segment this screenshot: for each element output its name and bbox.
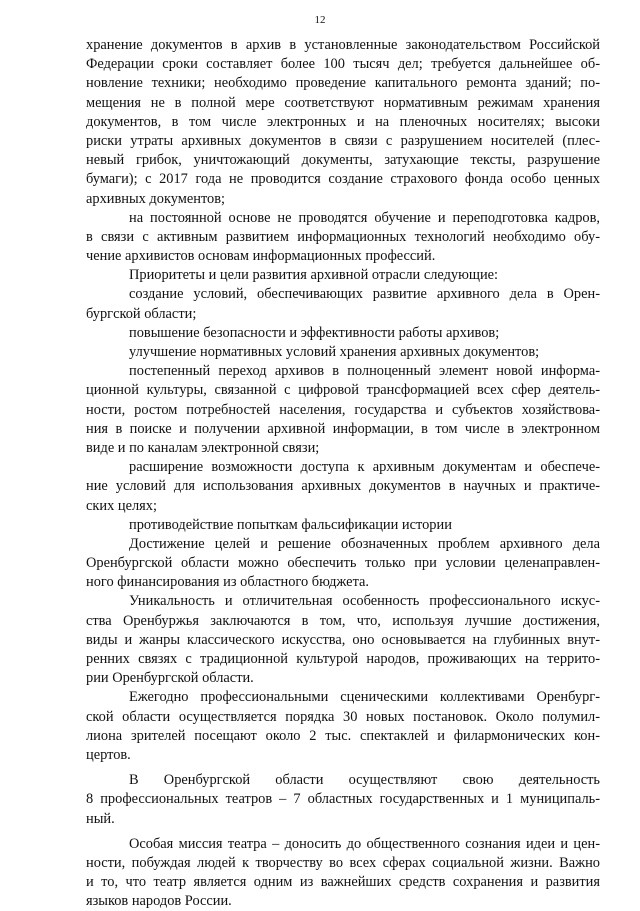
paragraph <box>86 688 600 765</box>
text-line: риски утраты архивных документов в связи с разрушением носителей (плес- <box>86 132 600 149</box>
text-line: новление техники; необходимо проведение капитального ремонта зданий; по- <box>86 75 600 92</box>
text-line: в связи с активным развитием информационных технологий необходимо обу- <box>86 228 600 245</box>
paragraph <box>86 285 600 323</box>
text-line: ских целях; <box>86 497 157 514</box>
text-line: расширение возможности доступа к архивным документам и обеспече- <box>129 459 600 476</box>
text-line: ности, побуждая людей к творчеству во всех сферах социальной жизни. Важно <box>86 854 600 871</box>
paragraph <box>86 266 600 285</box>
document-body <box>86 36 600 911</box>
text-line: ционной культуры, связанной с цифровой трансформацией всех сфер деятель- <box>86 382 600 399</box>
text-line: постепенный переход архивов в полноценный элемент новой информа- <box>129 363 600 380</box>
text-line: и то, что театр является одним из важнейших средств сохранения и развития <box>86 874 600 891</box>
text-line: виды и жанры классического искусства, оно основывается на глубинных внут- <box>86 631 600 648</box>
text-line: Уникальность и отличительная особенность профессионального искус- <box>129 593 600 610</box>
paragraph <box>86 209 600 267</box>
text-line: чение архивистов основам информационных профессий. <box>86 248 436 265</box>
text-line: Ежегодно профессиональными сценическими коллективами Оренбург- <box>129 689 600 706</box>
text-line: ный. <box>86 810 115 827</box>
text-line: В Оренбургской области осуществляют свою деятельность <box>129 772 600 789</box>
text-line: повышение безопасности и эффективности работы архивов; <box>129 324 500 341</box>
text-line: ния в поиске и получении архивной информации, в том числе в электронном <box>86 420 600 437</box>
paragraph <box>86 516 600 535</box>
text-line: виде и по каналам электронной связи; <box>86 439 320 456</box>
text-line: ства Оренбуржья заключаются в том, что, используя лучшие достижения, <box>86 612 600 629</box>
text-line: Федерации сроки составляет более 100 тысяч дел; требуется дальнейшее об- <box>86 56 600 73</box>
text-line: архивных документов; <box>86 190 226 207</box>
text-line: Оренбургской области можно обеспечить только при условии целенаправлен- <box>86 555 600 572</box>
text-line: невый грибок, уничтожающий документы, затухающие тексты, разрушение <box>86 152 600 169</box>
page-number: 12 <box>314 14 326 26</box>
paragraph <box>86 458 600 516</box>
text-line: ного финансирования из областного бюджета. <box>86 574 370 591</box>
paragraph <box>86 36 600 209</box>
text-line: бумаги); с 2017 года не проводится создание страхового фонда особо ценных <box>86 171 600 188</box>
paragraph <box>86 771 600 829</box>
text-line: на постоянной основе не проводятся обучение и переподготовка кадров, <box>129 209 600 226</box>
text-line: языков народов России. <box>86 893 232 910</box>
text-line: ренних связях с традиционной культурой народов, проживающих на террито- <box>86 651 600 667</box>
text-line: бургской области; <box>86 305 197 322</box>
text-line: цертов. <box>86 746 131 763</box>
text-line: мещения не в полной мере соответствуют нормативным режимам хранения <box>86 94 600 111</box>
text-line: создание условий, обеспечивающих развитие архивного дела в Орен- <box>129 286 600 303</box>
text-line: Достижение целей и решение обозначенных проблем архивного дела <box>129 535 600 552</box>
paragraph <box>86 362 600 458</box>
text-line: лиона зрителей посещают около 2 тыс. спектаклей и филармонических кон- <box>86 727 600 744</box>
text-line: ской области осуществляется порядка 30 новых постановок. Около полумил- <box>86 708 600 725</box>
paragraph <box>86 592 600 688</box>
text-line: улучшение нормативных условий хранения архивных документов; <box>129 344 540 360</box>
paragraph <box>86 343 600 362</box>
paragraph <box>86 835 600 911</box>
text-line: 8 профессиональных театров – 7 областных государственных и 1 муниципаль- <box>86 791 600 808</box>
text-line: Особая миссия театра – доносить до общественного сознания идеи и цен- <box>129 835 600 852</box>
paragraph <box>86 324 600 343</box>
text-line: ности, ростом потребностей населения, государства и субъектов хозяйствова- <box>86 401 600 418</box>
text-line: Приоритеты и цели развития архивной отрасли следующие: <box>129 267 499 284</box>
text-line: рии Оренбургской области. <box>86 670 254 687</box>
text-line: противодействие попыткам фальсификации истории <box>129 516 452 533</box>
paragraph <box>86 535 600 593</box>
text-line: хранение документов в архив в установленные законодательством Российской <box>86 37 600 53</box>
text-line: документов, в том числе электронных и на пленочных носителях; высоки <box>86 113 600 130</box>
text-line: ние условий для использования архивных документов в научных и практиче- <box>86 478 600 495</box>
